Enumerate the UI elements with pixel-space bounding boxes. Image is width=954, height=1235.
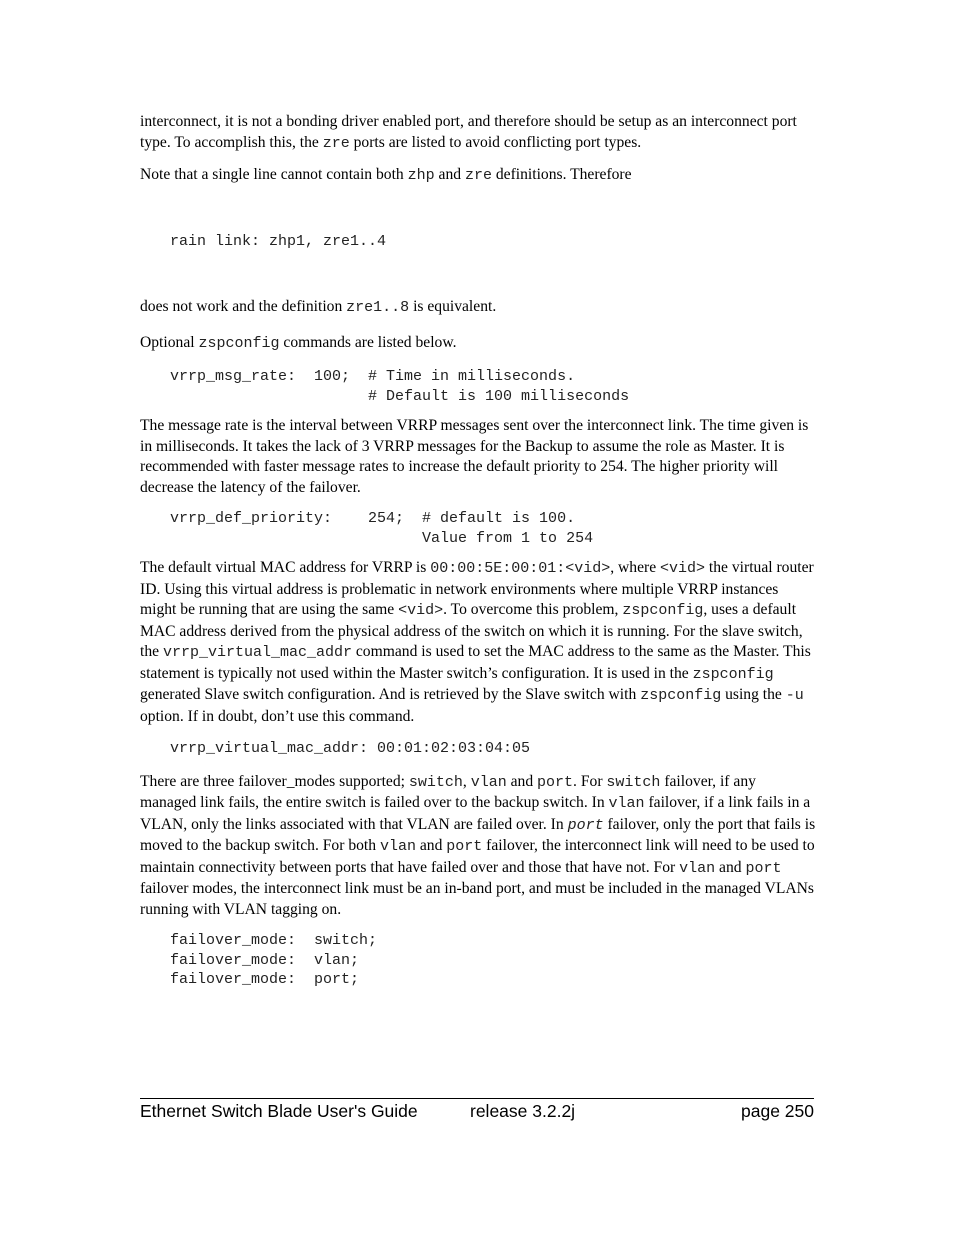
footer-page-number: page 250 (741, 1101, 814, 1121)
text-run: command is used to set the MAC address to the same as the Master. This statement is typically not used within the Master switch’s configuration. It is used in the (140, 643, 811, 682)
text-run: . For (573, 772, 607, 790)
text-run: failover, only the port that fails is moved to the backup switch. For both (140, 815, 816, 854)
paragraph-virtual-mac (140, 558, 816, 727)
inline-code: 00:00:5E:00:01:<vid> (430, 560, 611, 577)
inline-code: zspconfig (692, 665, 774, 683)
footer-title: Ethernet Switch Blade User's Guide (140, 1101, 418, 1121)
paragraph-message-rate: The message rate is the interval between VRRP messages sent over the interconnect link. The time given is in milliseconds. It takes the lack of 3 VRRP messages for the Backup to assume the role as Master. It is recommended with faster message rates to increase the default priority to 254. The higher priority will decrease the latency of the failover. (140, 417, 809, 496)
text-run: Optional (140, 333, 199, 351)
text-run: ports are listed to avoid conflicting port types. (349, 133, 642, 151)
paragraph-optional-commands (140, 333, 816, 355)
code-rain-link: rain link: zhp1, zre1..4 (170, 232, 387, 250)
paragraph-equivalent (140, 297, 816, 319)
code-failover-mode: failover_mode: switch; failover_mode: vlan; failover_mode: port; (170, 932, 378, 988)
text-run: option. If in doubt, don’t use this command. (140, 707, 415, 725)
text-run: commands are listed below. (279, 333, 457, 351)
inline-code: vrrp_virtual_mac_addr (162, 644, 352, 661)
inline-code: switch (606, 773, 661, 791)
text-run: failover, if a link fails in a VLAN, only the links associated with that VLAN are failed over. In (140, 794, 811, 833)
inline-code: port (446, 838, 483, 855)
inline-code-italic: port (567, 816, 604, 834)
text-run: The default virtual MAC address for VRRP is (140, 559, 431, 576)
page-body (140, 112, 816, 990)
text-run: is equivalent. (409, 298, 497, 315)
code-vrrp-msg-rate: vrrp_msg_rate: 100; # Time in milliseconds. # Default is 100 milliseconds (170, 368, 630, 405)
text-run: the virtual router ID. Using this virtual address is problematic in network environments where multiple VRRP instances might be running that are using the same (140, 559, 814, 618)
text-run: , (462, 772, 471, 790)
text-run: and (415, 837, 447, 854)
inline-code: zspconfig (640, 687, 722, 704)
text-run: failover, if any managed link fails, the entire switch is failed over to the backup switch. In (140, 772, 756, 811)
inline-code: port (745, 859, 782, 877)
inline-code: zhp (407, 167, 435, 184)
paragraph-single-line-note (140, 165, 816, 187)
inline-code: vlan (379, 838, 416, 855)
inline-code: zre (322, 134, 350, 152)
text-run: failover modes, the interconnect link must be an in-band port, and must be included in the managed VLANs running with VLAN tagging on. (140, 880, 814, 918)
text-run: interconnect, it is not a bonding driver enabled port, and therefore should be setup as an interconnect port type. To accomplish this, the (140, 113, 797, 151)
inline-code: vlan (608, 795, 645, 812)
text-run: generated Slave switch configuration. And is retrieved by the Slave switch with (140, 686, 641, 703)
code-vrrp-virtual-mac-addr: vrrp_virtual_mac_addr: 00:01:02:03:04:05 (170, 740, 531, 757)
text-run: and (715, 858, 746, 876)
text-run: and (434, 166, 465, 183)
inline-code: vlan (679, 859, 716, 877)
inline-code: zre (464, 167, 492, 184)
inline-code: zspconfig (198, 334, 280, 352)
paragraph-interconnect (140, 112, 816, 154)
text-run: failover, the interconnect link will need to be used to maintain connectivity between ports that have failed over and those that have not. For (140, 837, 815, 876)
text-run: , uses a default MAC address derived from the physical address of the switch on which it is running. For the slave switch, the (140, 601, 803, 660)
text-run: There are three failover_modes supported; (140, 772, 409, 790)
paragraph-failover-modes (140, 772, 816, 921)
page-footer (140, 1098, 814, 1121)
text-run: , where (610, 559, 661, 576)
footer-release: release 3.2.2j (470, 1101, 576, 1121)
inline-code: port (537, 773, 574, 791)
text-run: does not work and the definition (140, 298, 347, 315)
inline-code: zspconfig (622, 602, 704, 619)
inline-code: -u (785, 687, 804, 704)
inline-code: switch (408, 773, 463, 791)
inline-code: <vid> (660, 560, 706, 577)
text-run: definitions. Therefore (491, 166, 632, 183)
text-run: and (506, 772, 538, 790)
inline-code: zre1..8 (346, 299, 410, 316)
code-vrrp-def-priority: vrrp_def_priority: 254; # default is 100. Value from 1 to 254 (170, 510, 594, 547)
inline-code: <vid> (398, 602, 444, 619)
inline-code: vlan (470, 773, 507, 791)
text-run: Note that a single line cannot contain both (140, 166, 408, 183)
text-run: . To overcome this problem, (443, 601, 623, 618)
text-run: using the (721, 686, 786, 703)
